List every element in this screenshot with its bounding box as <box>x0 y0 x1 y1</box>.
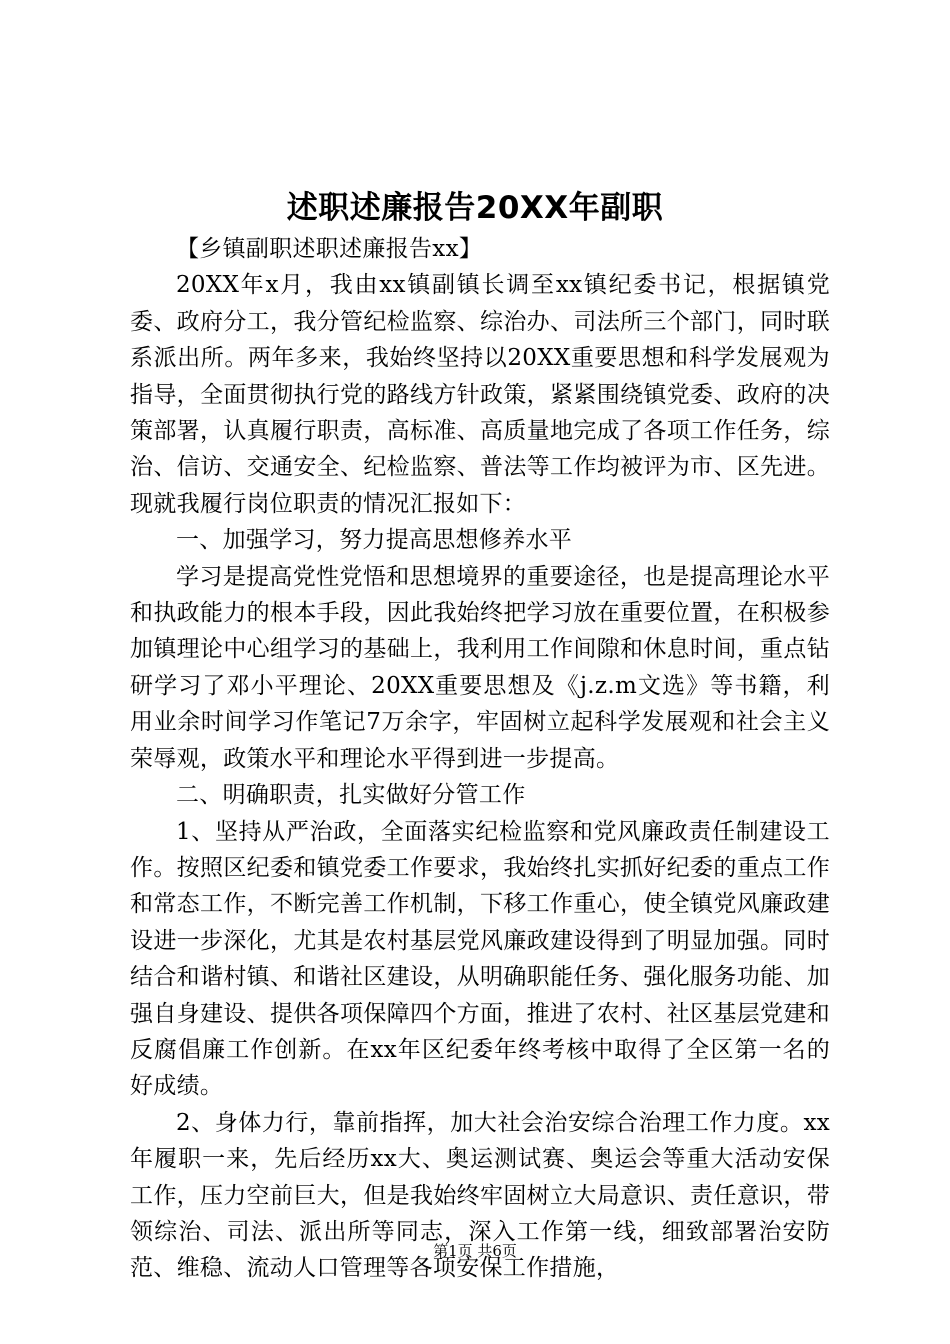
document-title: 述职述廉报告20XX年副职 <box>286 190 664 226</box>
page-number-footer: 第1页 共6页 <box>433 1242 517 1260</box>
paragraph-study: 学习是提高党性党悟和思想境界的重要途径，也是提高理论水平和执政能力的根本手段，因此我始终把学习放在重要位置，在积极参加镇理论中心组学习的基础上，我利用工作间隙和休息时间，重点钻研学习了邓小平理论、20XX重要思想及《j.z.m文选》等书籍，利用业余时间学习作笔记7万余字，牢固树立起科学发展观和社会主义荣辱观，政策水平和理论水平得到进一步提高。 <box>130 563 830 772</box>
paragraph-discipline: 1、坚持从严治政，全面落实纪检监察和党风廉政责任制建设工作。按照区纪委和镇党委工作要求，我始终扎实抓好纪委的重点工作和常态工作，不断完善工作机制，下移工作重心，使全镇党风廉政建设进一步深化，尤其是农村基层党风廉政建设得到了明显加强。同时结合和谐村镇、和谐社区建设，从明确职能任务、强化服务功能、加强自身建设、提供各项保障四个方面，推进了农村、社区基层党建和反腐倡廉工作创新。在xx年区纪委年终考核中取得了全区第一名的好成绩。 <box>130 818 830 1100</box>
section-heading-1: 一、加强学习，努力提高思想修养水平 <box>176 527 573 554</box>
paragraph-subtitle: 【乡镇副职述职述廉报告xx】 <box>176 236 483 262</box>
document-body <box>130 231 830 1287</box>
section-heading-2: 二、明确职责，扎实做好分管工作 <box>176 782 526 809</box>
paragraph-intro: 20XX年x月，我由xx镇副镇长调至xx镇纪委书记，根据镇党委、政府分工，我分管纪检监察、综治办、司法所三个部门，同时联系派出所。两年多来，我始终坚持以20XX重要思想和科学发展观为指导，全面贯彻执行党的路线方针政策，紧紧围绕镇党委、政府的决策部署，认真履行职责，高标准、高质量地完成了各项工作任务，综治、信访、交通安全、纪检监察、普法等工作均被评为市、区先进。现就我履行岗位职责的情况汇报如下： <box>130 272 830 517</box>
paragraph-security: 2、身体力行，靠前指挥，加大社会治安综合治理工作力度。xx年履职一来，先后经历xx大、奥运测试赛、奥运会等重大活动安保工作，压力空前巨大，但是我始终牢固树立大局意识、责任意识，带领综治、司法、派出所等同志，深入工作第一线，细致部署治安防范、维稳、流动人口管理等各项安保工作措施， <box>130 1109 830 1282</box>
